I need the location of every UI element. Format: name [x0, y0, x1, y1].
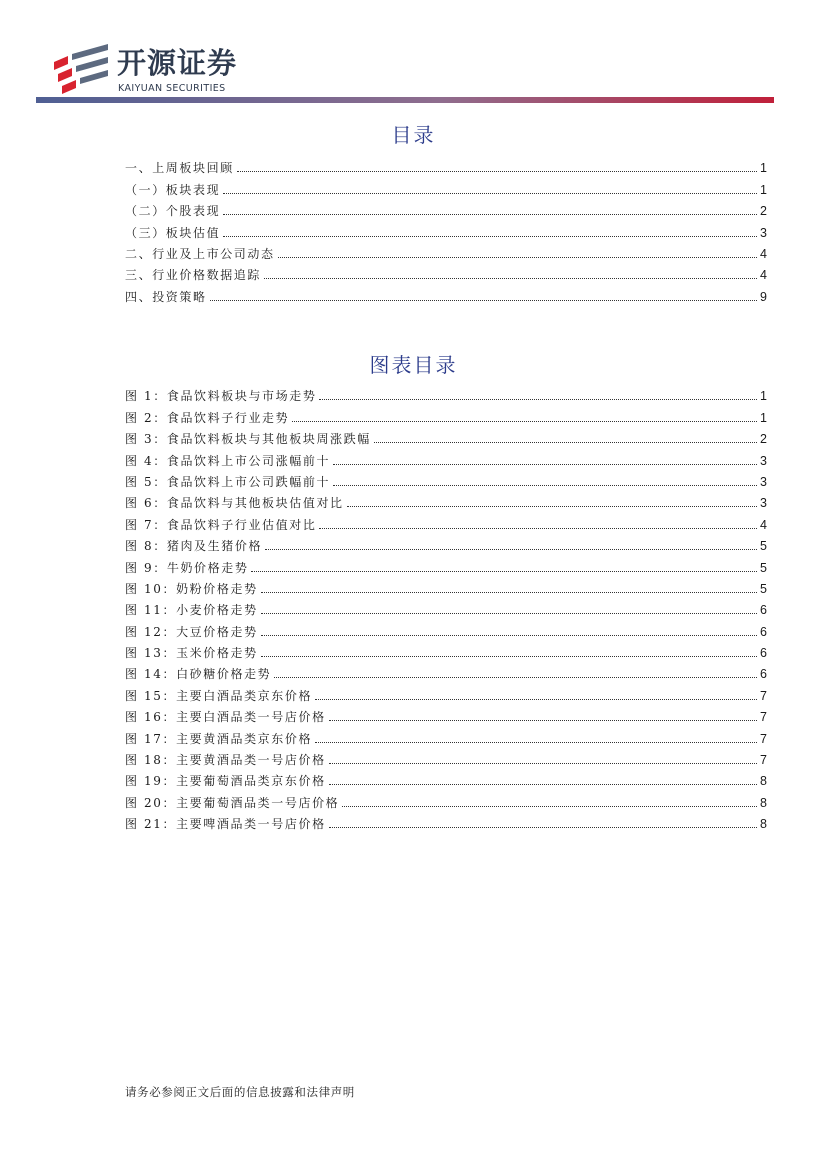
toc-leader-dots: [237, 171, 757, 172]
toc-leader-dots: [261, 613, 757, 614]
toc-leader-dots: [261, 592, 757, 593]
toc-entry-label: 图 17：主要黄酒品类京东价格: [125, 731, 313, 746]
toc-leader-dots: [329, 827, 757, 828]
toc-leader-dots: [319, 528, 757, 529]
toc-leader-dots: [347, 506, 757, 507]
toc-entry[interactable]: [125, 617, 767, 638]
toc-entry[interactable]: [125, 724, 767, 745]
brand-name-en: KAIYUAN SECURITIES: [118, 83, 226, 94]
toc-entry-label: 图 3：食品饮料板块与其他板块周涨跌幅: [125, 432, 371, 447]
toc-entry-page: 8: [760, 774, 767, 789]
toc-entry[interactable]: [125, 425, 767, 446]
toc-entry-label: 图 10：奶粉价格走势: [125, 581, 258, 596]
toc-title: 目录: [391, 123, 436, 147]
toc-entry-label: 图 20：主要葡萄酒品类一号店价格: [125, 795, 340, 810]
header-divider: [36, 97, 774, 103]
toc-entry[interactable]: [125, 468, 767, 489]
toc-entry-page: 3: [760, 474, 767, 489]
toc-entry-page: 4: [760, 268, 767, 283]
toc-entry-label: 二、行业及上市公司动态: [125, 246, 275, 261]
toc-entry-page: 4: [760, 246, 767, 261]
toc-leader-dots: [315, 742, 757, 743]
toc-entry-label: （二）个股表现: [125, 204, 221, 219]
toc-entry[interactable]: [125, 382, 767, 403]
toc-entry-label: （一）板块表现: [125, 182, 221, 197]
toc-entry-page: 3: [760, 496, 767, 511]
toc-entry-label: 图 2：食品饮料子行业走势: [125, 410, 290, 425]
toc-entry[interactable]: [125, 175, 767, 196]
toc-leader-dots: [292, 421, 757, 422]
toc-entry-page: 8: [760, 817, 767, 832]
footer-disclaimer: 请务必参阅正文后面的信息披露和法律声明: [125, 1085, 355, 1099]
toc-leader-dots: [319, 399, 757, 400]
toc-entry-page: 3: [760, 225, 767, 240]
toc-entry-page: 1: [760, 161, 767, 176]
toc-entry[interactable]: [125, 767, 767, 788]
toc-entry[interactable]: [125, 639, 767, 660]
toc-entry-label: 一、上周板块回顾: [125, 161, 234, 176]
toc-entry[interactable]: [125, 446, 767, 467]
toc-entry-label: 三、行业价格数据追踪: [125, 268, 262, 283]
toc-entry-label: 图 7：食品饮料子行业估值对比: [125, 517, 317, 532]
toc-entry[interactable]: [125, 261, 767, 282]
toc-leader-dots: [329, 720, 757, 721]
toc-entry[interactable]: [125, 810, 767, 831]
toc-entry[interactable]: [125, 660, 767, 681]
toc-entry[interactable]: [125, 197, 767, 218]
toc-entry-page: 1: [760, 182, 767, 197]
toc-entry-page: 3: [760, 453, 767, 468]
toc-entry[interactable]: [125, 218, 767, 239]
toc-entry-label: 图 6：食品饮料与其他板块估值对比: [125, 496, 344, 511]
toc-entry-page: 6: [760, 603, 767, 618]
toc-entry-label: 图 8：猪肉及生猪价格: [125, 539, 263, 554]
toc-entry[interactable]: [125, 532, 767, 553]
toc-entry-page: 8: [760, 795, 767, 810]
toc-leader-dots: [223, 236, 757, 237]
toc-entry-label: 图 13：玉米价格走势: [125, 646, 258, 661]
toc-entry-page: 6: [760, 667, 767, 682]
toc-leader-dots: [210, 300, 757, 301]
toc-entry[interactable]: [125, 681, 767, 702]
toc-leader-dots: [333, 485, 757, 486]
toc-entry-page: 5: [760, 539, 767, 554]
toc-entry-label: 图 21：主要啤酒品类一号店价格: [125, 817, 326, 832]
toc-entry-page: 2: [760, 432, 767, 447]
toc-leader-dots: [315, 699, 757, 700]
toc-entry-label: 图 19：主要葡萄酒品类京东价格: [125, 774, 326, 789]
kaiyuan-logo-icon: [52, 44, 110, 94]
toc-entry-label: 图 4：食品饮料上市公司涨幅前十: [125, 453, 331, 468]
toc-leader-dots: [274, 677, 757, 678]
toc-entry[interactable]: [125, 746, 767, 767]
toc-entry-label: 图 12：大豆价格走势: [125, 624, 258, 639]
toc-entry-label: 图 15：主要白酒品类京东价格: [125, 688, 313, 703]
toc-entry[interactable]: [125, 553, 767, 574]
toc-entry-page: 7: [760, 753, 767, 768]
toc-leader-dots: [264, 278, 757, 279]
toc-leader-dots: [278, 257, 757, 258]
toc-entry-label: 图 5：食品饮料上市公司跌幅前十: [125, 474, 331, 489]
toc-entry-page: 9: [760, 289, 767, 304]
toc-entry-page: 6: [760, 624, 767, 639]
toc-entry[interactable]: [125, 788, 767, 809]
toc-entry-page: 1: [760, 389, 767, 404]
toc-entry-page: 5: [760, 581, 767, 596]
toc-entry-page: 2: [760, 204, 767, 219]
toc-entry-page: 7: [760, 731, 767, 746]
toc-entry[interactable]: [125, 282, 767, 303]
toc-entry[interactable]: [125, 703, 767, 724]
toc-leader-dots: [251, 571, 757, 572]
toc-entry-label: 图 9：牛奶价格走势: [125, 560, 249, 575]
toc-entry-page: 7: [760, 688, 767, 703]
toc-leader-dots: [329, 763, 757, 764]
toc-entry[interactable]: [125, 489, 767, 510]
toc-leader-dots: [342, 806, 757, 807]
toc-list: [125, 154, 767, 304]
toc-entry[interactable]: [125, 510, 767, 531]
figure-toc-title: 图表目录: [369, 353, 458, 377]
toc-entry-label: 四、投资策略: [125, 289, 207, 304]
toc-entry[interactable]: [125, 575, 767, 596]
page-header: [0, 0, 827, 110]
toc-entry-page: 5: [760, 560, 767, 575]
toc-entry[interactable]: [125, 403, 767, 424]
toc-leader-dots: [329, 784, 757, 785]
toc-leader-dots: [261, 656, 757, 657]
toc-entry-label: 图 18：主要黄酒品类一号店价格: [125, 753, 326, 768]
toc-entry-label: 图 16：主要白酒品类一号店价格: [125, 710, 326, 725]
toc-leader-dots: [374, 442, 757, 443]
toc-entry-label: 图 1：食品饮料板块与市场走势: [125, 389, 317, 404]
toc-entry-page: 1: [760, 410, 767, 425]
brand-name-cn: 开源证券: [117, 46, 238, 80]
toc-entry-page: 6: [760, 646, 767, 661]
toc-leader-dots: [223, 214, 757, 215]
toc-leader-dots: [223, 193, 757, 194]
figure-toc-list: [125, 382, 767, 831]
toc-entry-label: 图 11：小麦价格走势: [125, 603, 258, 618]
toc-entry-label: （三）板块估值: [125, 225, 221, 240]
toc-entry-label: 图 14：白砂糖价格走势: [125, 667, 272, 682]
toc-entry[interactable]: [125, 596, 767, 617]
toc-leader-dots: [333, 464, 757, 465]
toc-leader-dots: [261, 635, 757, 636]
toc-entry-page: 4: [760, 517, 767, 532]
toc-entry-page: 7: [760, 710, 767, 725]
toc-entry[interactable]: [125, 154, 767, 175]
toc-leader-dots: [265, 549, 757, 550]
toc-entry[interactable]: [125, 240, 767, 261]
